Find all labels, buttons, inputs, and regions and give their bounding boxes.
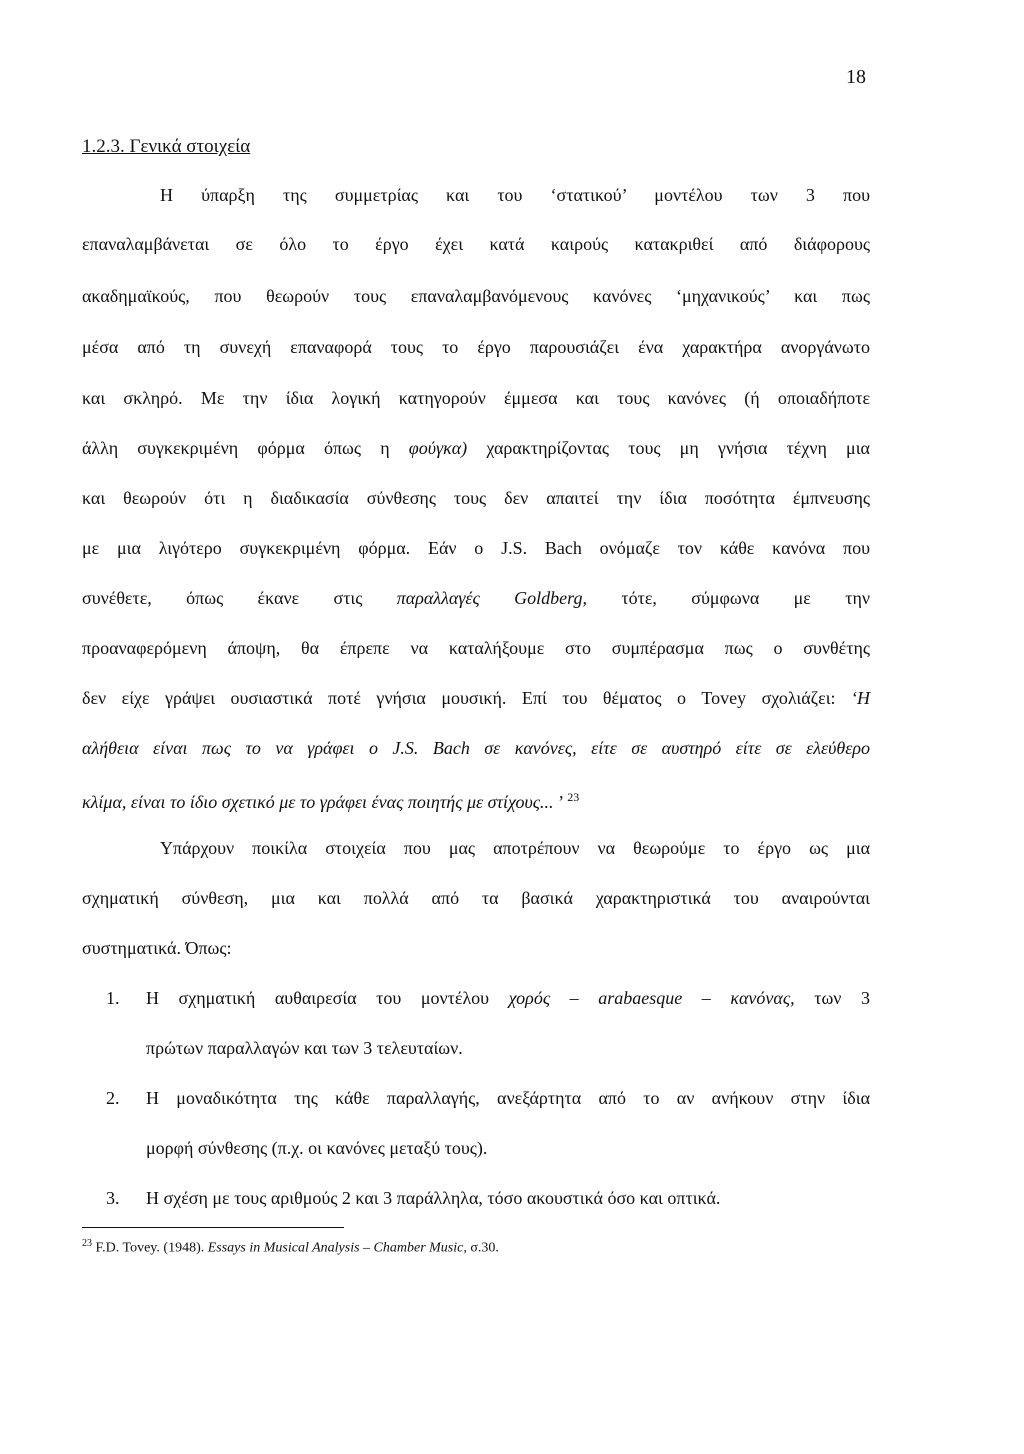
paragraph-line: μέσα από τη συνεχή επαναφορά τους το έργο παρουσιάζει ένα χαρακτήρα ανοργάνωτο [82,337,870,357]
footnote-separator [82,1227,344,1228]
paragraph-line [82,686,870,710]
footnote-text: F.D. Tovey. (1948). [92,1240,208,1256]
list-item: Η σχέση με τους αριθμούς 2 και 3 παράλληλα, τόσο ακουστικά όσο και οπτικά. [146,1188,721,1208]
list-item: Η μοναδικότητα της κάθε παραλλαγής, ανεξάρτητα από το αν ανήκουν στην ίδια [146,1088,870,1108]
paragraph-line: Η ύπαρξη της συμμετρίας και του ‘στατικού’ μοντέλου των 3 που [160,185,870,205]
quote-text: κλίμα, είναι το ίδιο σχετικό με το γράφει ένας ποιητής με στίχους... [82,792,554,812]
paragraph-line: και σκληρό. Με την ίδια λογική κατηγορούν έμμεσα και τους κανόνες (ή οποιαδήποτε [82,388,870,408]
paragraph-line: επαναλαμβάνεται σε όλο το έργο έχει κατά καιρούς κατακριθεί από διάφορους [82,234,870,254]
list-number: 1. [106,988,120,1008]
quote-line [82,736,870,760]
footnote [82,1238,499,1257]
text-run: δεν είχε γράψει ουσιαστικά ποτέ γνήσια μουσική. Επί του θέματος ο Tovey σχολιάζει: [82,688,851,708]
footnote-reference: 23 [567,790,580,804]
text-run: των 3 [794,988,870,1008]
list-item-continuation: μορφή σύνθεσης (π.χ. οι κανόνες μεταξύ τους). [146,1138,488,1158]
quote-text: αλήθεια είναι πως το να γράφει ο J.S. Bach σε κανόνες, είτε σε αυστηρό είτε σε ελεύθερο [82,738,870,758]
footnote-number: 23 [82,1238,92,1249]
list-number: 2. [106,1088,120,1108]
page-number: 18 [846,66,866,88]
italic-model: χορός – arabaesque – κανόνας, [508,988,795,1008]
paragraph-line: συστηματικά. Όπως: [82,938,232,958]
paragraph-line [82,586,870,610]
italic-term: φούγκα) [408,438,468,458]
paragraph-line [82,436,870,460]
paragraph-line: Υπάρχουν ποικίλα στοιχεία που μας αποτρέπουν να θεωρούμε το έργο ως μια [160,838,870,858]
paragraph-line: και θεωρούν ότι η διαδικασία σύνθεσης τους δεν απαιτεί την ίδια ποσότητα έμπνευσης [82,488,870,508]
italic-title: παραλλαγές Goldberg, [396,588,588,608]
list-number: 3. [106,1188,120,1208]
text-run: χαρακτηρίζοντας τους μη γνήσια τέχνη μια [467,438,870,458]
list-item [146,986,870,1010]
paragraph-line: σχηματική σύνθεση, μια και πολλά από τα βασικά χαρακτηριστικά του αναιρούνται [82,888,870,908]
paragraph-line: προαναφερόμενη άποψη, θα έπρεπε να καταλήξουμε στο συμπέρασμα πως ο συνθέτης [82,638,870,658]
footnote-book-title: Essays in Musical Analysis – Chamber Music, [207,1240,467,1256]
text-run: άλλη συγκεκριμένη φόρμα όπως η [82,438,409,458]
paragraph-line: με μια λιγότερο συγκεκριμένη φόρμα. Εάν ο J.S. Bach ονόμαζε τον κάθε κανόνα που [82,538,870,558]
text-run: τότε, σύμφωνα με την [587,588,870,608]
footnote-text: σ.30. [466,1240,499,1256]
paragraph-line: ακαδημαϊκούς, που θεωρούν τους επαναλαμβανόμενους κανόνες ‘μηχανικούς’ και πως [82,286,870,306]
quote-close: ’ [553,792,563,812]
text-run: Η σχηματική αυθαιρεσία του μοντέλου [146,988,509,1008]
section-heading: 1.2.3. Γενικά στοιχεία [82,136,251,157]
quote-start: ‘Η [851,688,870,708]
quote-line [82,785,870,814]
text-run: συνέθετε, όπως έκανε στις [82,588,397,608]
list-item-continuation: πρώτων παραλλαγών και των 3 τελευταίων. [146,1038,463,1058]
